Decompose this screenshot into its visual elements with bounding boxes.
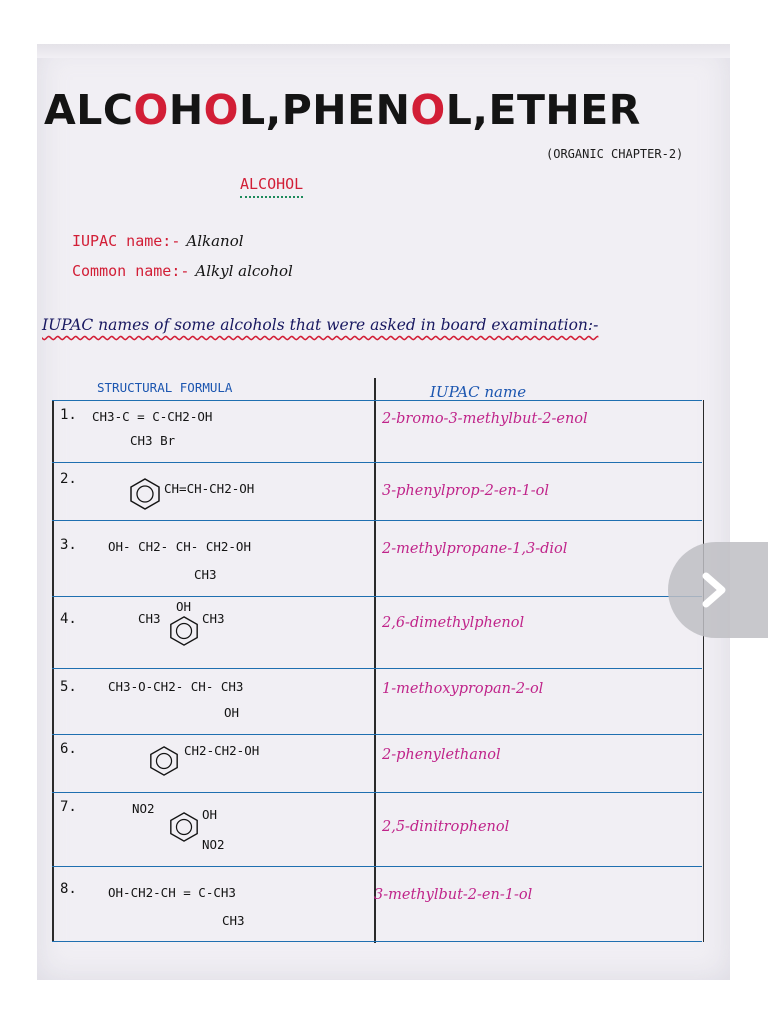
structural-formula-substituents: OH — [202, 807, 218, 822]
column-header-iupac: IUPAC name — [430, 383, 527, 401]
iupac-name: 2-methylpropane-1,3-diol — [382, 541, 568, 557]
row-number: 1. — [60, 407, 77, 423]
table-row — [52, 668, 702, 735]
structural-formula: NO2 — [132, 801, 155, 816]
table-row — [52, 400, 702, 463]
structural-formula-substituents: OH — [224, 705, 240, 720]
table-row — [52, 596, 702, 669]
common-label: Common name:- — [72, 262, 190, 280]
table-row — [52, 734, 702, 793]
table-row — [52, 520, 702, 597]
structural-formula: CH2-CH2-OH — [184, 743, 260, 758]
structural-formula: OH-CH2-CH = C-CH3 — [108, 885, 236, 900]
iupac-name: 2-phenylethanol — [382, 747, 501, 763]
chapter-subtitle: (ORGANIC CHAPTER-2) — [546, 147, 684, 161]
page-top-strip — [37, 44, 730, 58]
common-name-line — [72, 262, 293, 280]
table-row — [52, 462, 702, 521]
benzene-ring-icon — [168, 811, 200, 847]
section-heading: ALCOHOL — [240, 175, 303, 198]
structural-formula-substituents: CH3 Br — [130, 433, 176, 448]
structural-formula-extra: NO2 — [202, 837, 225, 852]
page-title: ALCOHOL,PHENOL,ETHER — [44, 86, 641, 134]
iupac-name: 2,5-dinitrophenol — [382, 819, 510, 835]
benzene-ring-icon — [128, 477, 162, 515]
intro-text: IUPAC names of some alcohols that were asked in board examination:- — [42, 316, 599, 334]
chevron-right-icon — [694, 570, 734, 610]
column-header-structural: STRUCTURAL FORMULA — [97, 380, 233, 395]
alcohol-table — [52, 400, 704, 942]
structural-formula: CH3-C = C-CH2-OH — [92, 409, 213, 424]
iupac-label: IUPAC name:- — [72, 232, 181, 250]
iupac-name: 3-phenylprop-2-en-1-ol — [382, 483, 550, 499]
iupac-name: 1-methoxypropan-2-ol — [382, 681, 544, 697]
iupac-name: 2,6-dimethylphenol — [382, 615, 525, 631]
iupac-name: 3-methylbut-2-en-1-ol — [374, 887, 533, 903]
row-number: 2. — [60, 471, 77, 487]
common-value: Alkyl alcohol — [195, 262, 293, 280]
row-number: 8. — [60, 881, 77, 897]
row-number: 3. — [60, 537, 77, 553]
structural-formula-substituents: CH3 — [222, 913, 245, 928]
structural-formula-extra: CH3 — [202, 611, 225, 626]
structural-formula: CH=CH-CH2-OH — [164, 481, 255, 496]
structural-formula-substituents: OH — [176, 599, 192, 614]
row-number: 6. — [60, 741, 77, 757]
structural-formula: OH- CH2- CH- CH2-OH — [108, 539, 251, 554]
structural-formula: CH3 — [138, 611, 161, 626]
row-number: 4. — [60, 611, 77, 627]
iupac-value: Alkanol — [186, 232, 244, 250]
structural-formula: CH3-O-CH2- CH- CH3 — [108, 679, 244, 694]
benzene-ring-icon — [148, 745, 180, 781]
row-number: 7. — [60, 799, 77, 815]
table-row — [52, 866, 702, 942]
iupac-name: 2-bromo-3-methylbut-2-enol — [382, 411, 588, 427]
iupac-name-line — [72, 232, 244, 250]
table-row — [52, 792, 702, 867]
next-image-button[interactable] — [668, 542, 768, 638]
table-right-border — [703, 400, 705, 942]
row-number: 5. — [60, 679, 77, 695]
benzene-ring-icon — [168, 615, 200, 651]
structural-formula-substituents: CH3 — [194, 567, 217, 582]
